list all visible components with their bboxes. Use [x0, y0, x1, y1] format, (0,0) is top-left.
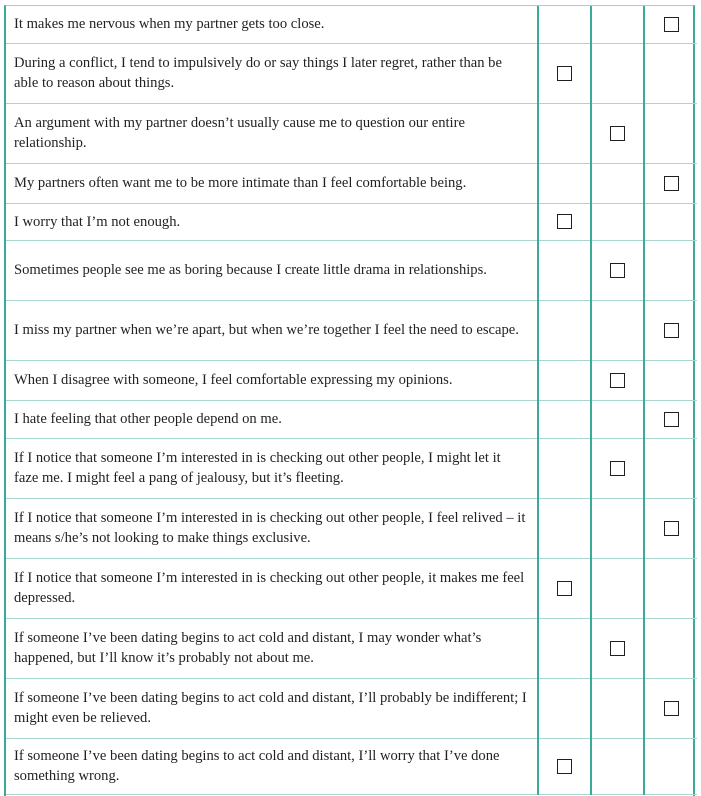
- checkbox[interactable]: [664, 17, 679, 32]
- answer-cell-3: [644, 103, 697, 163]
- answer-cell-2: [591, 6, 644, 43]
- table-row: [6, 558, 697, 618]
- checkbox[interactable]: [664, 701, 679, 716]
- statement-text: If someone I’ve been dating begins to act cold and distant, I’ll worry that I’ve done something wrong.: [6, 738, 538, 794]
- table-row: [6, 163, 697, 203]
- statement-text: My partners often want me to be more intimate than I feel comfortable being.: [6, 163, 538, 203]
- table-row: [6, 400, 697, 438]
- answer-cell-2: [591, 360, 644, 400]
- statement-text: When I disagree with someone, I feel comfortable expressing my opinions.: [6, 360, 538, 400]
- checkbox[interactable]: [610, 263, 625, 278]
- answer-cell-3: [644, 678, 697, 738]
- table-row: [6, 438, 697, 498]
- answer-cell-1: [538, 738, 591, 794]
- table-row: [6, 360, 697, 400]
- answer-cell-2: [591, 43, 644, 103]
- checkbox[interactable]: [557, 66, 572, 81]
- checkbox[interactable]: [664, 176, 679, 191]
- statement-text: If I notice that someone I’m interested in is checking out other people, I might let it faze me. I might feel a pang of jealousy, but it’s fleeting.: [6, 438, 538, 498]
- answer-cell-1: [538, 203, 591, 240]
- answer-cell-2: [591, 240, 644, 300]
- statement-text: If someone I’ve been dating begins to act cold and distant, I’ll probably be indifferent; I might even be relieved.: [6, 678, 538, 738]
- checkbox[interactable]: [557, 581, 572, 596]
- checkbox[interactable]: [664, 412, 679, 427]
- answer-cell-2: [591, 498, 644, 558]
- statement-text: Sometimes people see me as boring because I create little drama in relationships.: [6, 240, 538, 300]
- answer-cell-2: [591, 300, 644, 360]
- answer-cell-2: [591, 103, 644, 163]
- checkbox[interactable]: [610, 461, 625, 476]
- answer-cell-1: [538, 498, 591, 558]
- answer-cell-1: [538, 678, 591, 738]
- statement-text: I miss my partner when we’re apart, but when we’re together I feel the need to escape.: [6, 300, 538, 360]
- table-row: [6, 498, 697, 558]
- statement-text: I hate feeling that other people depend on me.: [6, 400, 538, 438]
- answer-cell-1: [538, 400, 591, 438]
- answer-cell-1: [538, 43, 591, 103]
- statement-text: If I notice that someone I’m interested in is checking out other people, I feel relived – it means s/he’s not looking to make things exclusive.: [6, 498, 538, 558]
- answer-cell-3: [644, 498, 697, 558]
- table-row: [6, 6, 697, 43]
- statement-text: An argument with my partner doesn’t usually cause me to question our entire relationship.: [6, 103, 538, 163]
- table-row: [6, 203, 697, 240]
- questionnaire-table: [6, 6, 697, 795]
- answer-cell-2: [591, 163, 644, 203]
- checkbox[interactable]: [610, 126, 625, 141]
- answer-cell-3: [644, 360, 697, 400]
- answer-cell-2: [591, 618, 644, 678]
- checkbox[interactable]: [664, 323, 679, 338]
- answer-cell-2: [591, 438, 644, 498]
- statement-text: I worry that I’m not enough.: [6, 203, 538, 240]
- table-row: [6, 618, 697, 678]
- answer-cell-3: [644, 558, 697, 618]
- answer-cell-3: [644, 618, 697, 678]
- answer-cell-3: [644, 300, 697, 360]
- answer-cell-1: [538, 300, 591, 360]
- answer-cell-3: [644, 438, 697, 498]
- answer-cell-2: [591, 558, 644, 618]
- table-row: [6, 240, 697, 300]
- answer-cell-1: [538, 103, 591, 163]
- answer-cell-1: [538, 360, 591, 400]
- answer-cell-1: [538, 438, 591, 498]
- table-row: [6, 738, 697, 794]
- answer-cell-3: [644, 163, 697, 203]
- answer-cell-3: [644, 240, 697, 300]
- table-row: [6, 678, 697, 738]
- answer-cell-1: [538, 6, 591, 43]
- checkbox[interactable]: [664, 521, 679, 536]
- checkbox[interactable]: [557, 214, 572, 229]
- statement-text: It makes me nervous when my partner gets too close.: [6, 6, 538, 43]
- table-row: [6, 43, 697, 103]
- table-row: [6, 103, 697, 163]
- statement-text: During a conflict, I tend to impulsively do or say things I later regret, rather than be able to reason about things.: [6, 43, 538, 103]
- answer-cell-1: [538, 558, 591, 618]
- answer-cell-1: [538, 618, 591, 678]
- answer-cell-3: [644, 738, 697, 794]
- answer-cell-3: [644, 400, 697, 438]
- checkbox[interactable]: [610, 373, 625, 388]
- table-row: [6, 300, 697, 360]
- statement-text: If someone I’ve been dating begins to act cold and distant, I may wonder what’s happened, but I’ll know it’s probably not about me.: [6, 618, 538, 678]
- answer-cell-2: [591, 678, 644, 738]
- statement-text: If I notice that someone I’m interested in is checking out other people, it makes me feel depressed.: [6, 558, 538, 618]
- answer-cell-3: [644, 43, 697, 103]
- answer-cell-3: [644, 203, 697, 240]
- questionnaire-table-frame: [4, 5, 695, 796]
- answer-cell-1: [538, 240, 591, 300]
- answer-cell-3: [644, 6, 697, 43]
- checkbox[interactable]: [610, 641, 625, 656]
- answer-cell-2: [591, 400, 644, 438]
- answer-cell-2: [591, 203, 644, 240]
- answer-cell-2: [591, 738, 644, 794]
- answer-cell-1: [538, 163, 591, 203]
- checkbox[interactable]: [557, 759, 572, 774]
